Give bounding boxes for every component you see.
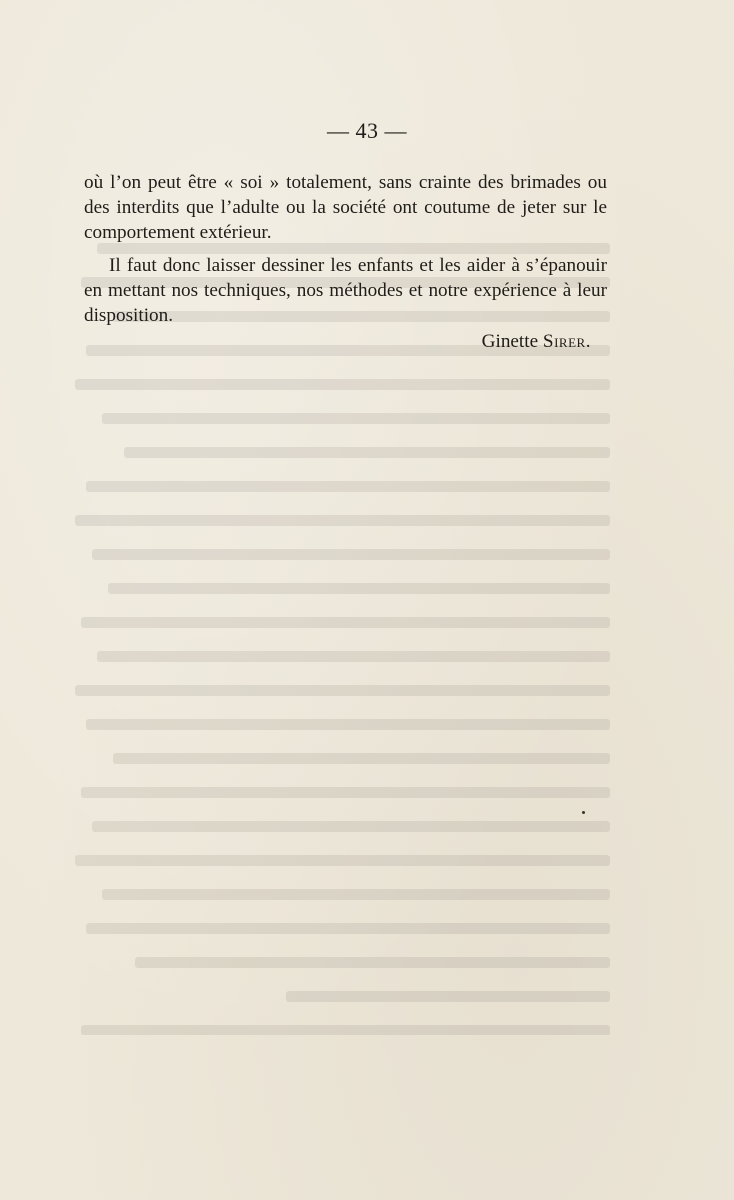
author-signature [482,329,591,354]
body-text [84,170,607,328]
bleed-through-texture [70,235,610,1035]
paragraph-conclusion: Il faut donc laisser dessiner les enfants et les aider à s’épanouir en mettant nos techniques, nos méthodes et notre expérience à leur disposition. [84,255,607,326]
author-first-name: Ginette [481,331,539,352]
author-last-name: Sirer. [542,331,591,352]
paragraph-continuation: où l’on peut être « soi » totalement, sans crainte des brimades ou des interdits que l’adulte ou la société ont coutume de jeter sur le comportement extérieur. [84,172,607,243]
page-number: — 43 — [327,118,407,143]
paper-speck [582,811,585,814]
